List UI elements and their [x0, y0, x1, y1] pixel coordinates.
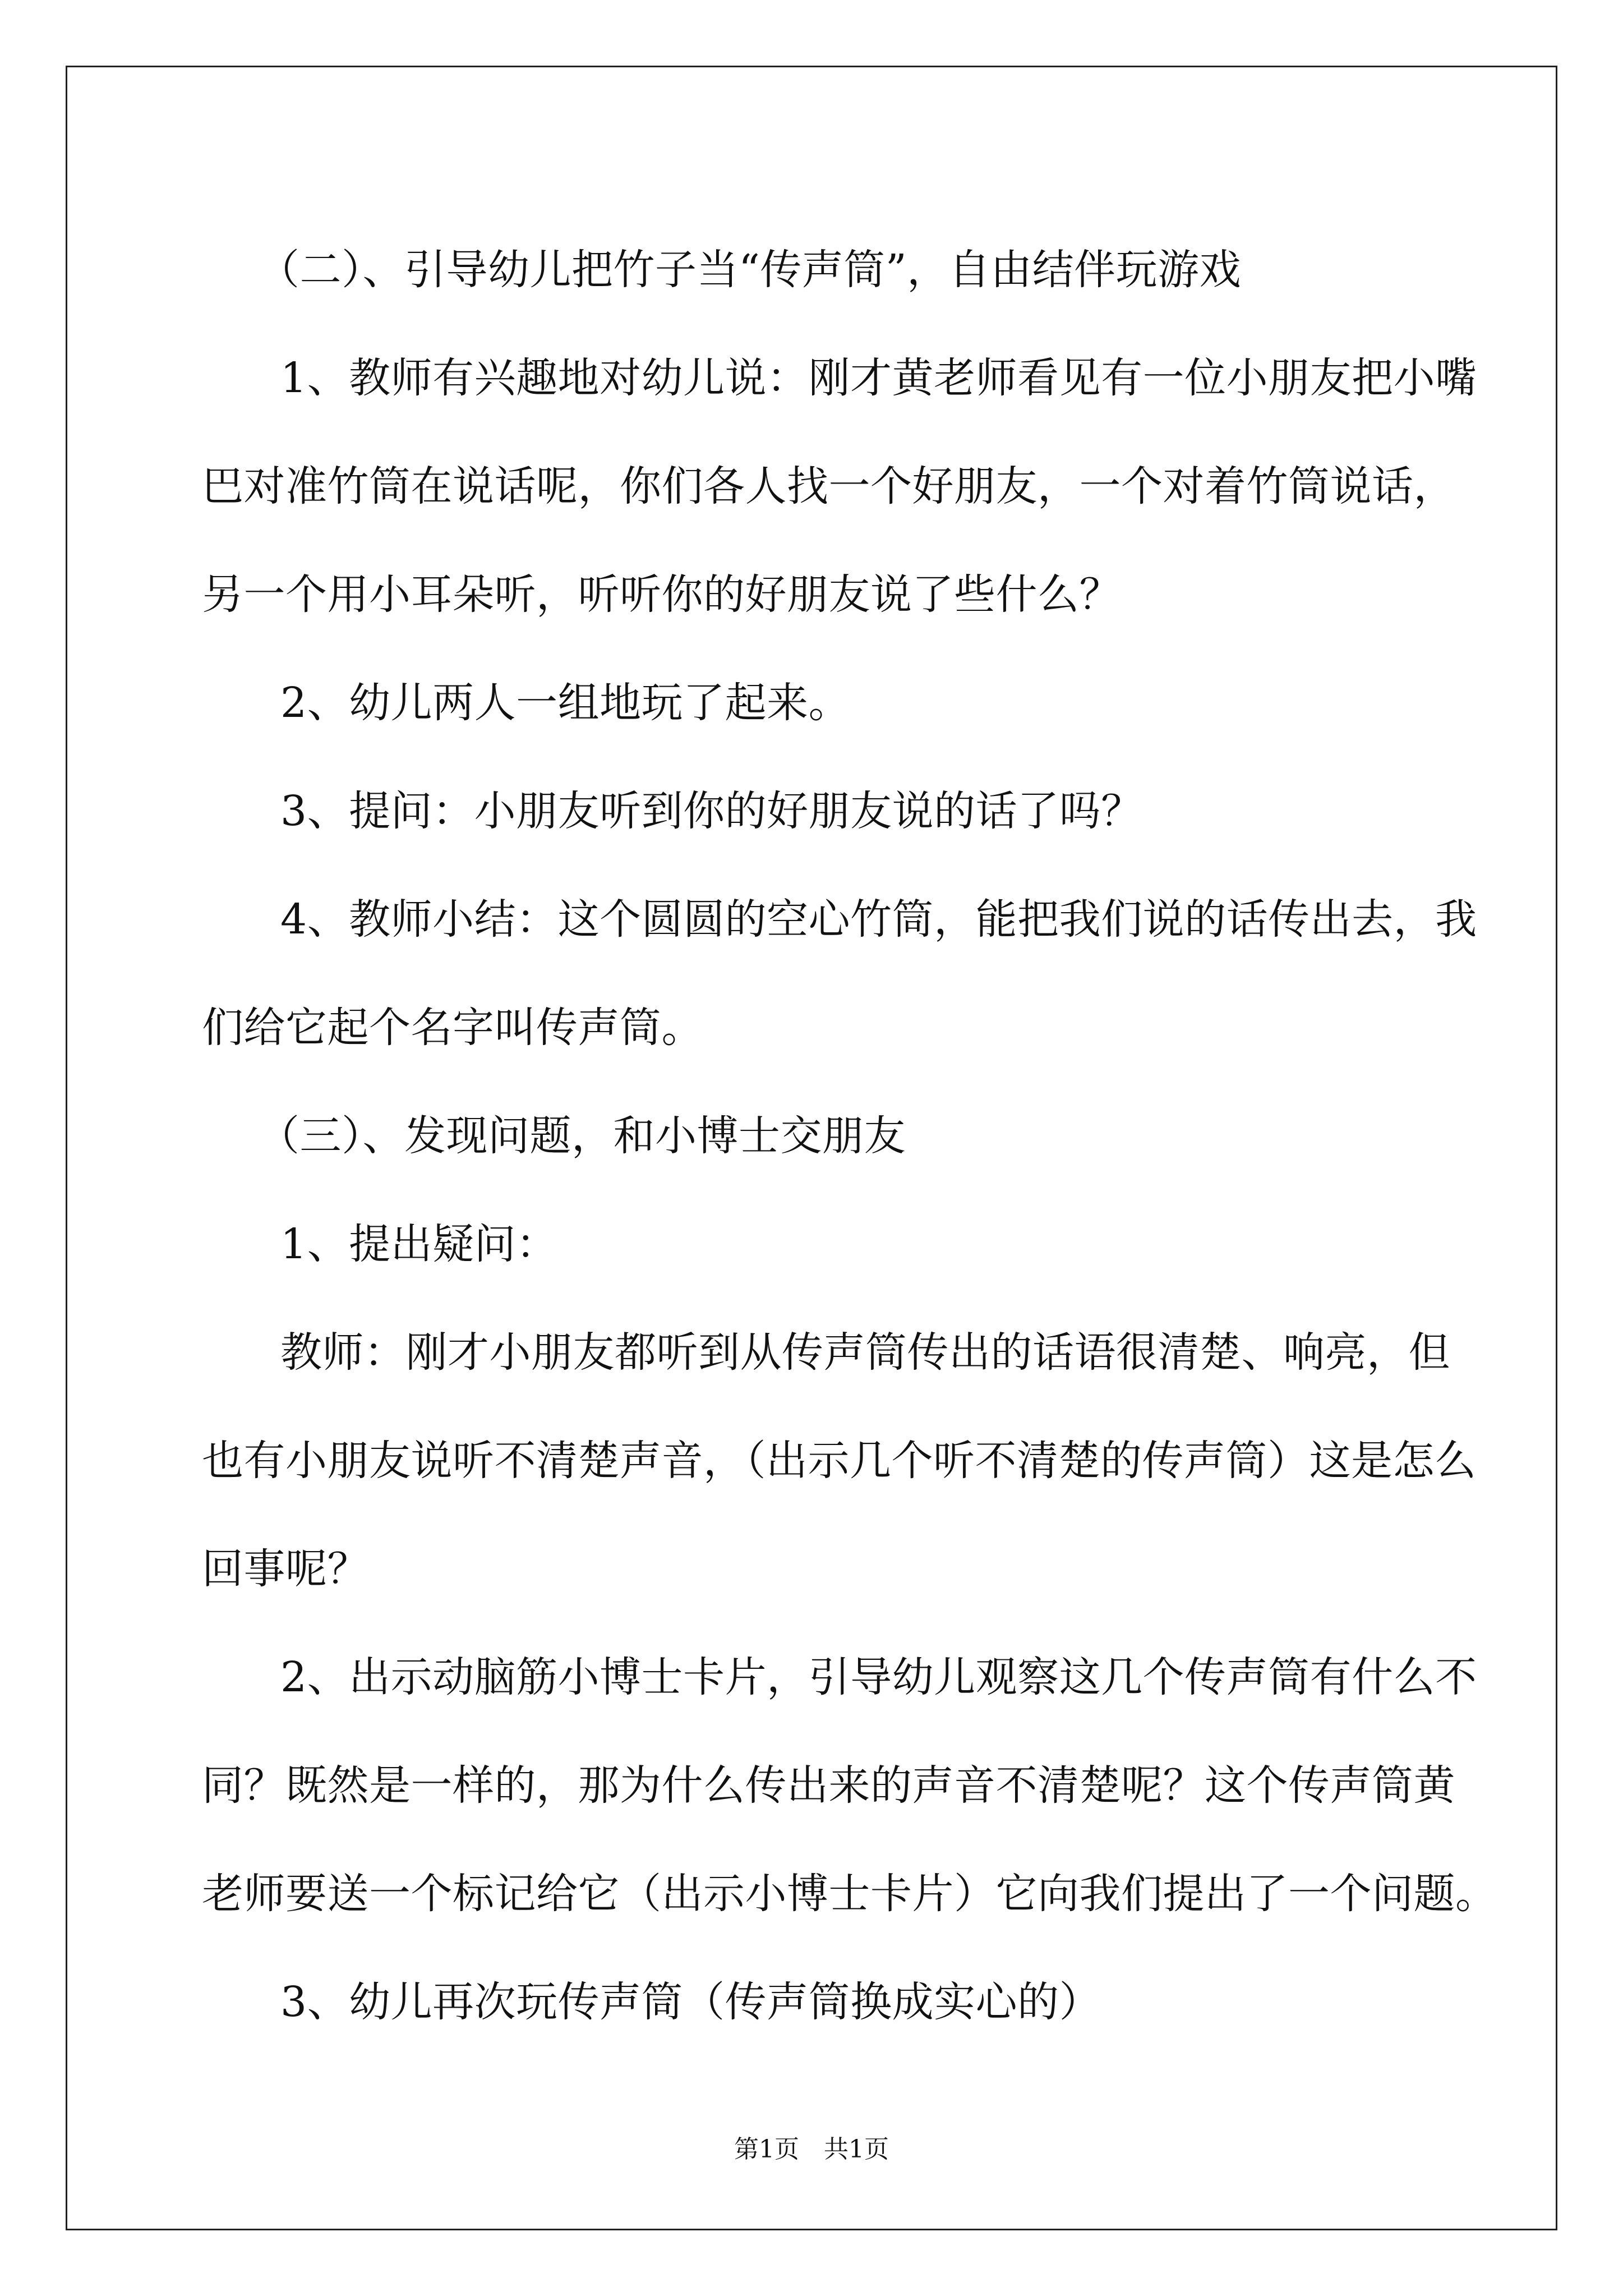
paragraph-line: 也有小朋友说听不清楚声音，（出示几个听不清楚的传声筒）这是怎么 [202, 1437, 1477, 1485]
paragraph-line: 巴对准竹筒在说话呢，你们各人找一个好朋友，一个对着竹筒说话， [202, 462, 1455, 510]
document-body [202, 216, 1497, 2056]
section-heading-2: （二）、引导幼儿把竹子当“传声筒”，自由结伴玩游戏 [258, 246, 1242, 294]
paragraph-line: 4、教师小结：这个圆圆的空心竹筒，能把我们说的话传出去，我 [280, 895, 1477, 944]
paragraph-line: 3、提问：小朋友听到你的好朋友说的话了吗？ [280, 787, 1143, 835]
paragraph-line: 另一个用小耳朵听，听听你的好朋友说了些什么？ [202, 570, 1121, 619]
paragraph-line: 3、幼儿再次玩传声筒（传声筒换成实心的） [280, 1978, 1101, 2026]
paragraph-line: 2、出示动脑筋小博士卡片，引导幼儿观察这几个传声筒有什么不 [280, 1653, 1477, 1701]
paragraph-line: 回事呢？ [202, 1545, 369, 1593]
paragraph-line: 老师要送一个标记给它（出示小博士卡片）它向我们提出了一个问题。 [202, 1870, 1497, 1918]
paragraph-line: 们给它起个名字叫传声筒。 [202, 1004, 703, 1052]
paragraph-line: 同？既然是一样的，那为什么传出来的声音不清楚呢？这个传声筒黄 [202, 1761, 1455, 1810]
paragraph-line: 1、提出疑问： [280, 1220, 558, 1268]
paragraph-line: 2、幼儿两人一组地玩了起来。 [280, 679, 851, 727]
paragraph-line: 1、教师有兴趣地对幼儿说：刚才黄老师看见有一位小朋友把小嘴 [280, 354, 1477, 402]
paragraph-line: 教师：刚才小朋友都听到从传声筒传出的话语很清楚、响亮，但 [280, 1328, 1450, 1377]
page-number-footer: 第1页 共1页 [734, 2135, 889, 2164]
section-heading-3: （三）、发现问题，和小博士交朋友 [258, 1112, 906, 1160]
